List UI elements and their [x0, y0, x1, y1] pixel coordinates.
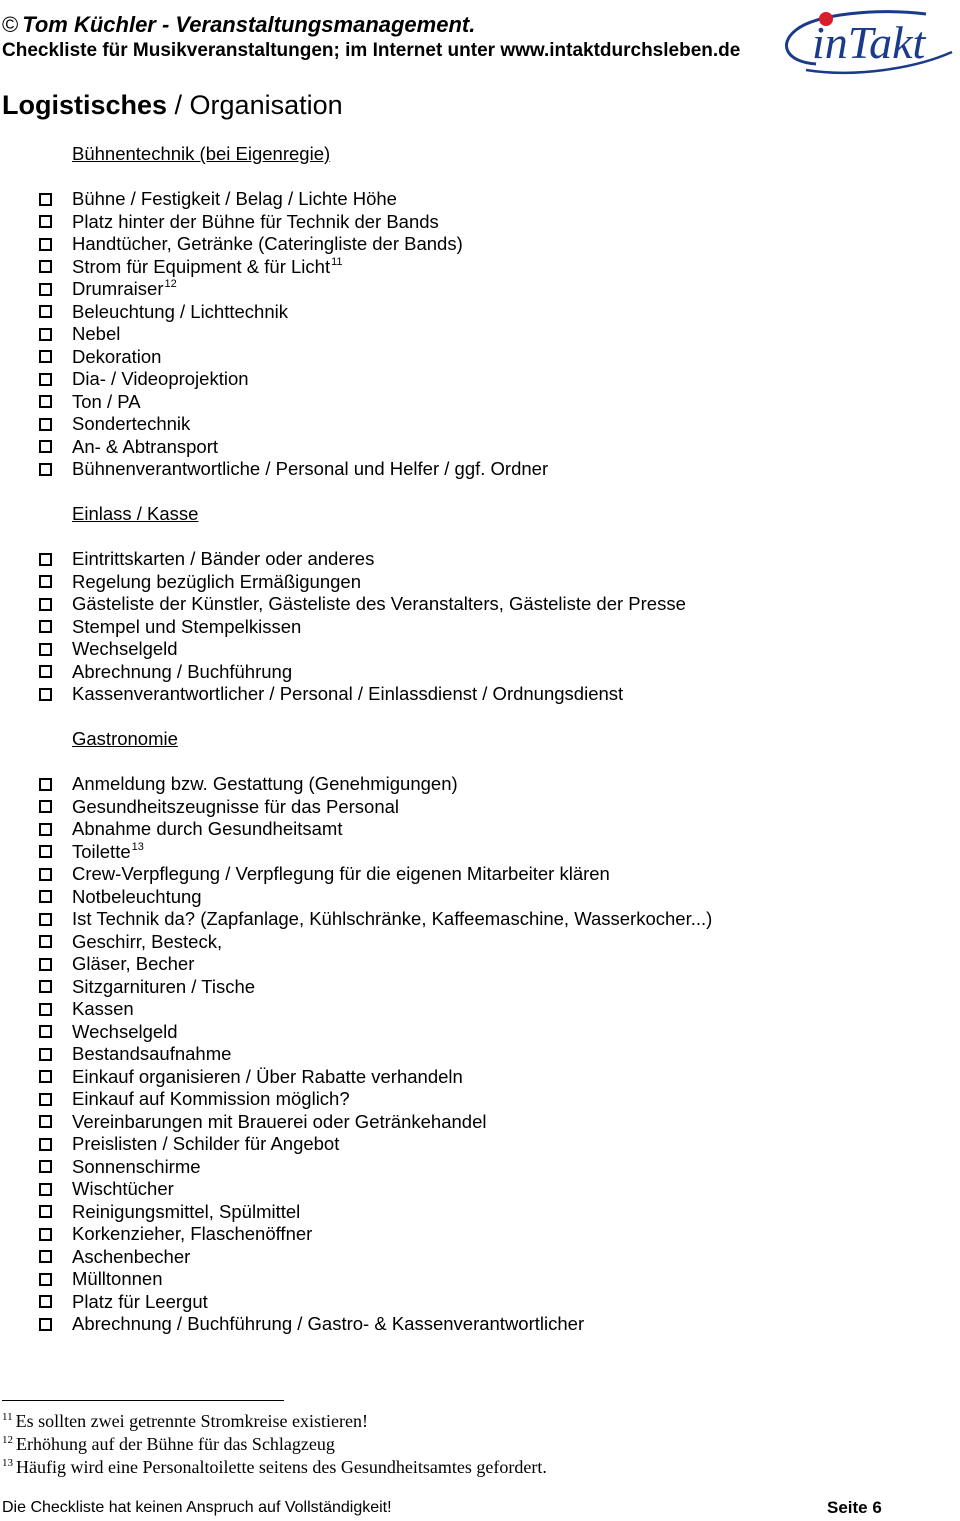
checkbox-icon[interactable] — [39, 373, 52, 386]
checklist-item-label: Preislisten / Schilder für Angebot — [72, 1133, 340, 1154]
checklist-item-label: Vereinbarungen mit Brauerei oder Getränkehandel — [72, 1110, 487, 1132]
footnote-text: Erhöhung auf der Bühne für das Schlagzeug — [16, 1434, 335, 1454]
checklist-item-label: Handtücher, Getränke (Cateringliste der Bands) — [72, 233, 463, 254]
checklist-item-label: Stempel und Stempelkissen — [72, 615, 302, 637]
copyright-symbol: © — [2, 12, 19, 37]
checklist-item-label: Kassenverantwortlicher / Personal / Einlassdienst / Ordnungsdienst — [72, 683, 624, 704]
checklist-item — [0, 1268, 960, 1291]
checkbox-icon[interactable] — [39, 643, 52, 656]
checkbox-icon[interactable] — [39, 395, 52, 408]
checklist-item-label: Dia- / Videoprojektion — [72, 368, 249, 389]
checklist-item-label: Korkenzieher, Flaschenöffner — [72, 1223, 313, 1244]
checklist-item-label: Gästeliste der Künstler, Gästeliste des Veranstalters, Gästeliste der Presse — [72, 593, 686, 614]
footnote-reference[interactable]: 12 — [164, 278, 177, 290]
checklist-item-label: Abrechnung / Buchführung — [72, 660, 293, 682]
checklist-item-label: Wechselgeld — [72, 638, 178, 659]
checklist-item — [0, 661, 960, 684]
checklist-item — [0, 1291, 960, 1314]
checkbox-icon[interactable] — [39, 575, 52, 588]
checklist-item — [0, 841, 960, 864]
checkbox-icon[interactable] — [39, 1048, 52, 1061]
checklist-item-label: Toilette — [72, 840, 131, 862]
checklist-item-label: Crew-Verpflegung / Verpflegung für die eigenen Mitarbeiter klären — [72, 863, 610, 884]
checkbox-icon[interactable] — [39, 1183, 52, 1196]
checklist-item — [0, 931, 960, 954]
checklist-item — [0, 1021, 960, 1044]
document-header-subtitle: Checkliste für Musikveranstaltungen; im Internet unter www.intaktdurchsleben.de — [2, 40, 741, 61]
checklist-item-label: Einkauf organisieren / Über Rabatte verhandeln — [72, 1065, 463, 1087]
checklist-item — [0, 211, 960, 234]
checkbox-icon[interactable] — [39, 418, 52, 431]
checklist-item — [0, 458, 960, 481]
checklist-item — [0, 233, 960, 256]
checklist-item-label: Ton / PA — [72, 390, 141, 412]
checklist-item-label: Wechselgeld — [72, 1020, 178, 1042]
checklist-item — [0, 1111, 960, 1134]
checklist-item-label: Regelung bezüglich Ermäßigungen — [72, 570, 361, 592]
checklist-item-label: Drumraiser — [72, 278, 164, 299]
footnote-number: 13 — [2, 1457, 13, 1469]
checklist-item — [0, 1201, 960, 1224]
checkbox-icon[interactable] — [39, 598, 52, 611]
logo-wordmark: inTakt — [812, 17, 926, 68]
checklist-item — [0, 1156, 960, 1179]
checklist-item — [0, 413, 960, 436]
checklist-item — [0, 1133, 960, 1156]
checklist-item — [0, 391, 960, 414]
footnote-reference[interactable]: 11 — [331, 255, 343, 268]
footnote-reference[interactable]: 13 — [131, 840, 144, 853]
page-title-rest: / Organisation — [167, 90, 343, 120]
checklist-item-label: Gläser, Becher — [72, 953, 195, 974]
checklist-item — [0, 1223, 960, 1246]
checklist-item — [0, 1066, 960, 1089]
checkbox-icon[interactable] — [39, 1250, 52, 1263]
checkbox-icon[interactable] — [39, 193, 52, 206]
page-title-bold: Logistisches — [2, 90, 168, 120]
checklist-item — [0, 976, 960, 999]
page-number: Seite 6 — [827, 1498, 882, 1517]
checklist-item-label: Kassen — [72, 998, 134, 1019]
footnote — [2, 1456, 547, 1479]
checkbox-icon[interactable] — [39, 305, 52, 318]
checkbox-icon[interactable] — [39, 328, 52, 341]
checklist-item-label: Eintrittskarten / Bänder oder anderes — [72, 548, 375, 569]
checklist-item — [0, 571, 960, 594]
section-title: Gastronomie — [72, 728, 178, 749]
checklist-item — [0, 1246, 960, 1269]
checklist-item-label: Nebel — [72, 323, 121, 344]
checklist-item-label: Wischtücher — [72, 1178, 174, 1199]
checklist-item-label: Mülltonnen — [72, 1268, 163, 1289]
checkbox-icon[interactable] — [39, 665, 52, 678]
checklist-item — [0, 323, 960, 346]
footnote-text: Häufig wird eine Personaltoilette seitens des Gesundheitsamtes gefordert. — [16, 1457, 547, 1477]
checklist-item — [0, 436, 960, 459]
checklist-item-label: Platz hinter der Bühne für Technik der Bands — [72, 210, 439, 232]
footnote — [2, 1433, 547, 1456]
checklist-item — [0, 1088, 960, 1111]
checkbox-icon[interactable] — [39, 868, 52, 881]
checkbox-icon[interactable] — [39, 1070, 52, 1083]
checklist-item — [0, 796, 960, 819]
checkbox-icon[interactable] — [39, 688, 52, 701]
checklist-item-label: Sitzgarnituren / Tische — [72, 975, 256, 997]
checkbox-icon[interactable] — [39, 935, 52, 948]
checkbox-icon[interactable] — [39, 823, 52, 836]
checkbox-icon[interactable] — [39, 1025, 52, 1038]
checkbox-icon[interactable] — [39, 1318, 52, 1331]
checklist-item — [0, 886, 960, 909]
document-header-author — [2, 12, 475, 38]
checklist-item — [0, 638, 960, 661]
checkbox-icon[interactable] — [39, 1138, 52, 1151]
author-name: Tom Küchler - Veranstaltungsmanagement. — [22, 12, 476, 37]
checklist-item — [0, 1313, 960, 1336]
checklist-item — [0, 616, 960, 639]
checkbox-icon[interactable] — [39, 845, 52, 858]
checklist-item — [0, 818, 960, 841]
checklist-item — [0, 1043, 960, 1066]
checklist-item-label: Abnahme durch Gesundheitsamt — [72, 818, 343, 839]
checklist-item-label: An- & Abtransport — [72, 435, 219, 457]
checklist-item-label: Bestandsaufnahme — [72, 1043, 232, 1064]
checkbox-icon[interactable] — [39, 1295, 52, 1308]
checklist-item — [0, 773, 960, 796]
checkbox-icon[interactable] — [39, 463, 52, 476]
checkbox-icon[interactable] — [39, 350, 52, 363]
checklist-item — [0, 368, 960, 391]
section-title: Einlass / Kasse — [72, 503, 199, 524]
checklist-item-label: Bühnenverantwortliche / Personal und Helfer / ggf. Ordner — [72, 458, 549, 479]
checklist-item — [0, 683, 960, 706]
checklist-item — [0, 998, 960, 1021]
section-title: Bühnentechnik (bei Eigenregie) — [72, 143, 331, 164]
checkbox-icon[interactable] — [39, 890, 52, 903]
checklist-item — [0, 346, 960, 369]
checklist-item-label: Platz für Leergut — [72, 1290, 208, 1312]
checkbox-icon[interactable] — [39, 1093, 52, 1106]
checklist-item-label: Notbeleuchtung — [72, 885, 202, 907]
checklist-item-label: Aschenbecher — [72, 1245, 191, 1267]
footnote-separator — [2, 1400, 284, 1401]
checkbox-icon[interactable] — [39, 215, 52, 228]
checklist-item-label: Anmeldung bzw. Gestattung (Genehmigungen) — [72, 773, 458, 794]
footnote — [2, 1410, 547, 1433]
checkbox-icon[interactable] — [39, 440, 52, 453]
checklist-content — [0, 143, 960, 1358]
checkbox-icon[interactable] — [39, 1160, 52, 1173]
checkbox-icon[interactable] — [39, 1003, 52, 1016]
intakt-logo — [776, 4, 958, 80]
checklist-item-label: Strom für Equipment & für Licht — [72, 255, 331, 277]
checkbox-icon[interactable] — [39, 1228, 52, 1241]
checklist-item — [0, 301, 960, 324]
checklist-item-label: Dekoration — [72, 345, 162, 367]
checkbox-icon[interactable] — [39, 778, 52, 791]
checklist-item — [0, 278, 960, 301]
checklist-item-label: Gesundheitszeugnisse für das Personal — [72, 795, 400, 817]
checklist-item-label: Ist Technik da? (Zapfanlage, Kühlschränke, Kaffeemaschine, Wasserkocher...) — [72, 908, 713, 929]
checkbox-icon[interactable] — [39, 980, 52, 993]
checkbox-icon[interactable] — [39, 800, 52, 813]
checklist — [0, 773, 960, 1336]
checkbox-icon[interactable] — [39, 283, 52, 296]
checklist-item — [0, 188, 960, 211]
checklist-item — [0, 256, 960, 279]
checklist — [0, 188, 960, 481]
checklist-item-label: Abrechnung / Buchführung / Gastro- & Kassenverantwortlicher — [72, 1313, 585, 1334]
checkbox-icon[interactable] — [39, 1115, 52, 1128]
checkbox-icon[interactable] — [39, 1273, 52, 1286]
checkbox-icon[interactable] — [39, 620, 52, 633]
checklist-item-label: Sonnenschirme — [72, 1155, 201, 1177]
checklist-item-label: Bühne / Festigkeit / Belag / Lichte Höhe — [72, 188, 397, 209]
checklist-item — [0, 1178, 960, 1201]
checkbox-icon[interactable] — [39, 553, 52, 566]
checkbox-icon[interactable] — [39, 958, 52, 971]
checklist — [0, 548, 960, 706]
checkbox-icon[interactable] — [39, 1205, 52, 1218]
checkbox-icon[interactable] — [39, 260, 52, 273]
footer-disclaimer: Die Checkliste hat keinen Anspruch auf Vollständigkeit! — [2, 1499, 392, 1516]
checkbox-icon[interactable] — [39, 238, 52, 251]
checklist-item — [0, 548, 960, 571]
footnote-text: Es sollten zwei getrennte Stromkreise existieren! — [15, 1411, 368, 1431]
checklist-item-label: Einkauf auf Kommission möglich? — [72, 1088, 350, 1109]
checklist-item — [0, 908, 960, 931]
checklist-item-label: Geschirr, Besteck, — [72, 930, 223, 952]
checklist-item-label: Sondertechnik — [72, 413, 191, 434]
checklist-item-label: Beleuchtung / Lichttechnik — [72, 300, 288, 322]
footnote-number: 11 — [2, 1411, 13, 1423]
footnote-number: 12 — [2, 1434, 13, 1446]
page-title — [2, 90, 343, 121]
footnotes — [2, 1410, 547, 1479]
checklist-item — [0, 953, 960, 976]
checkbox-icon[interactable] — [39, 913, 52, 926]
checklist-item — [0, 863, 960, 886]
checklist-item — [0, 593, 960, 616]
checklist-item-label: Reinigungsmittel, Spülmittel — [72, 1200, 301, 1222]
